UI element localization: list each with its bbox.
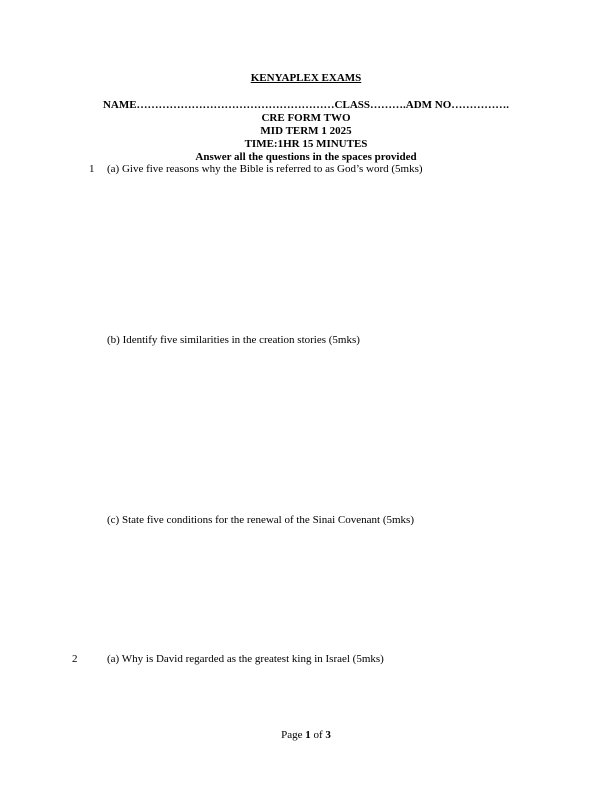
question-number: 1	[89, 163, 95, 175]
question-text: (a) Give five reasons why the Bible is referred to as God’s word (5mks)	[107, 163, 423, 175]
question-text: (a) Why is David regarded as the greatest king in Israel (5mks)	[107, 653, 384, 665]
exam-title: KENYAPLEX EXAMS	[250, 72, 362, 84]
instructions: Answer all the questions in the spaces provided	[195, 151, 417, 163]
total-pages: 3	[325, 729, 331, 741]
current-page: 1	[305, 729, 311, 741]
question-text: (b) Identify five similarities in the creation stories (5mks)	[107, 334, 360, 346]
page-label: Page	[281, 729, 303, 741]
page-footer	[0, 729, 612, 741]
time-heading: TIME:1HR 15 MINUTES	[244, 138, 368, 150]
student-details-line: NAME………………………………………………CLASS……….ADM NO…………….	[102, 99, 510, 111]
question-text: (c) State five conditions for the renewal of the Sinai Covenant (5mks)	[107, 514, 414, 526]
subject-heading: CRE FORM TWO	[261, 112, 351, 124]
term-heading: MID TERM 1 2025	[260, 125, 352, 137]
question-number: 2	[72, 653, 78, 665]
of-label: of	[313, 729, 323, 741]
